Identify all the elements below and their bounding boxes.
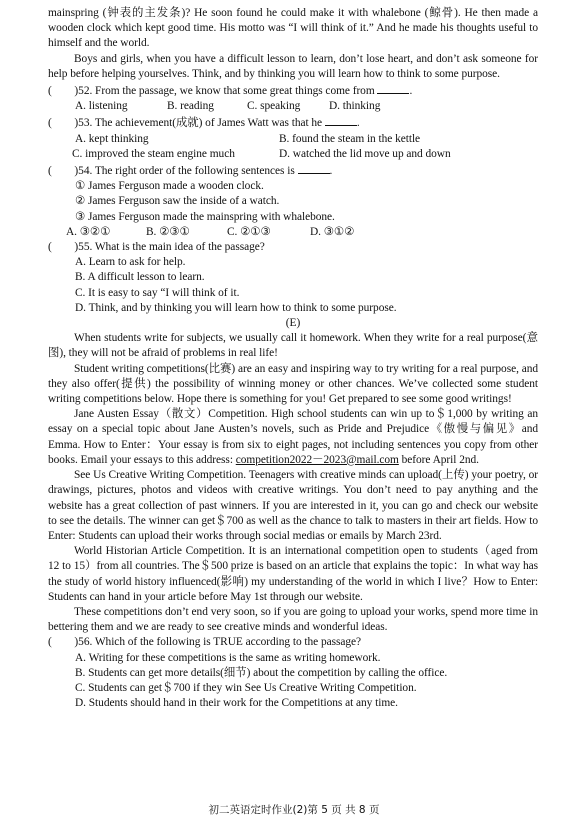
passage-paragraph: mainspring (钟表的主发条)? He soon found he could make it with whalebone (鲸骨). He then made a wooden clock which kept good time. His motto was “I will think of it.” And he made his thoughts useful to himself and the world.	[48, 7, 538, 50]
passage-paragraph: World Historian Article Competition. It is an international competition open to students（aged from 12 to 15）from all countries. The＄500 prize is based on an article that explains the topic：In what way has the study of world history influenced(影响) my understanding of the world in which I live？How to Enter: Students can hand in your article before May 1st through our website.	[48, 545, 538, 603]
question-56: ( )56. Which of the following is TRUE according to the passage?	[48, 636, 362, 649]
option-c[interactable]: C. Students can get＄700 if they win See Us Creative Writing Competition.	[75, 681, 417, 694]
option-b[interactable]: B. A difficult lesson to learn.	[75, 271, 205, 284]
option-b[interactable]: B. found the steam in the kettle	[279, 132, 421, 145]
question-52: ( )52. From the passage, we know that some great things come from .	[48, 82, 538, 99]
question-53: ( )53. The achievement(成就) of James Watt was that he .	[48, 114, 538, 131]
passage-paragraph: Boys and girls, when you have a difficult lesson to learn, don’t lose heart, and don’t ask someone for help before helping yourselves. Think, and by thinking you will learn how to think to some purpose.	[48, 52, 538, 80]
page-footer: 初二英语定时作业(2)第 5 页 共 8 页	[208, 804, 380, 816]
option-b[interactable]: B. reading	[167, 100, 214, 113]
order-sentence: ② James Ferguson saw the inside of a watch.	[75, 195, 280, 208]
option-b[interactable]: B. Students can get more details(细节) about the competition by calling the office.	[75, 666, 448, 679]
question-55: ( )55. What is the main idea of the passage?	[48, 241, 265, 254]
option-c[interactable]: C. It is easy to say “I will think of it.	[75, 286, 240, 299]
option-d[interactable]: D. ③①②	[310, 225, 355, 238]
option-c[interactable]: C. improved the steam engine much	[72, 147, 235, 160]
section-heading: (E)	[285, 317, 301, 330]
option-d[interactable]: D. Students should hand in their work for the Competitions at any time.	[75, 697, 398, 710]
option-d[interactable]: D. Think, and by thinking you will learn how to think to some purpose.	[75, 301, 397, 314]
order-sentence: ③ James Ferguson made the mainspring with whalebone.	[75, 210, 335, 223]
passage-paragraph: Student writing competitions(比赛) are an easy and inspiring way to try writing for a real purpose, and they also offer(提供) the possibility of winning money or other chances. We’ve collected some student writing competitions below. Hope there is something for you! Get prepared to see some good writings!	[48, 362, 538, 406]
option-a[interactable]: A. Learn to ask for help.	[75, 256, 186, 269]
question-53-options	[48, 132, 538, 147]
answer-blank[interactable]	[377, 82, 409, 94]
question-54-options	[48, 225, 538, 240]
option-a[interactable]: A. kept thinking	[75, 132, 149, 145]
option-b[interactable]: B. ②③①	[146, 225, 190, 238]
order-sentence: ① James Ferguson made a wooden clock.	[75, 180, 264, 193]
option-d[interactable]: D. thinking	[329, 100, 381, 113]
passage-paragraph: See Us Creative Writing Competition. Teenagers with creative minds can upload(上传) your poetry, or drawings, pictures, photos and videos with creative writings. You don’t need to pay anything and the website has a great collection of past winners. If you are interested in it, you can go and check our website to see the details. The winner can get＄700 as well as the chance to talk to masters in their art fields. How to Enter: Students can upload their works through social medias or emails by March 23rd.	[48, 469, 538, 542]
option-a[interactable]: A. listening	[75, 100, 128, 113]
passage-paragraph: Jane Austen Essay（散文）Competition. High school students can win up to＄1,000 by writing an essay on a special topic about Jane Austen’s novels, such as Pride and Prejudice《傲慢与偏见》and Emma. How to Enter：Your essay is from six to eight pages, not including sentences you copy from other books. Email your essays to this address: competition2022－2023@mail.com before April 2nd.	[48, 408, 538, 466]
exam-page	[48, 6, 538, 711]
question-52-options	[48, 99, 538, 114]
option-a[interactable]: A. ③②①	[66, 225, 111, 238]
email-link[interactable]: competition2022－2023@mail.com	[235, 453, 399, 466]
answer-blank[interactable]	[298, 162, 330, 174]
passage-paragraph: These competitions don’t end very soon, so if you are going to upload your works, spend more time in bettering them and we are ready to see creative minds and wonderful ideas.	[48, 605, 538, 634]
answer-blank[interactable]	[325, 114, 357, 126]
option-d[interactable]: D. watched the lid move up and down	[279, 147, 451, 160]
passage-paragraph: When students write for subjects, we usually call it homework. When they write for a real purpose(意图), they will not be afraid of problems in real life!	[48, 332, 538, 360]
option-a[interactable]: A. Writing for these competitions is the same as writing homework.	[75, 651, 381, 664]
option-c[interactable]: C. speaking	[247, 100, 301, 113]
option-c[interactable]: C. ②①③	[227, 225, 271, 238]
question-54: ( )54. The right order of the following sentences is .	[48, 162, 538, 179]
question-53-options-row2	[48, 147, 538, 162]
